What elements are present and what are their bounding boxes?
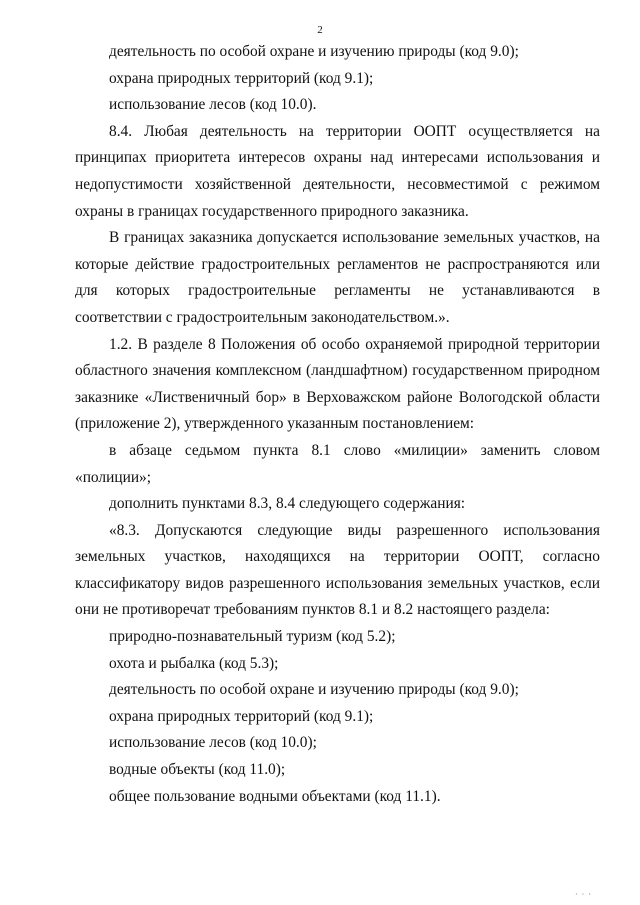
scan-mark: · · · (575, 890, 592, 899)
list-item-activity-9-0: деятельность по особой охране и изучению природы (код 9.0); (109, 681, 519, 699)
amendment-police: в абзаце седьмом пункта 8.1 слово «милиции» заменить словом «полиции»; (75, 441, 600, 486)
list-item-protection-9-1: охрана природных территорий (код 9.1); (109, 707, 374, 725)
paragraph-reserve-boundaries: В границах заказника допускается использование земельных участков, на которые действие градостроительных регламентов не распространяются или для которых градостроительные регламенты не устанавливаются в соответствии с градостроительным законодательством.». (75, 229, 600, 326)
list-item-water-use-11-1: общее пользование водными объектами (код 11.1). (109, 787, 441, 805)
clause-8-4: 8.4. Любая деятельность на территории ООПТ осуществляется на принципах приоритета интересов охраны над интересами использования и недопустимости хозяйственной деятельности, несовместимой с режимом охраны в границах государственного природного заказника. (75, 122, 600, 220)
list-item-forests-10-0: использование лесов (код 10.0). (109, 96, 317, 114)
list-item-activity-9-0: деятельность по особой охране и изучению природы (код 9.0); (109, 43, 519, 60)
document-body (75, 39, 600, 810)
list-item-water-11-0: водные объекты (код 11.0); (109, 761, 286, 779)
list-item-forests-10-0: использование лесов (код 10.0); (109, 734, 317, 752)
page-number: 2 (317, 24, 323, 36)
clause-8-3: «8.3. Допускаются следующие виды разрешенного использования земельных участков, находящихся на территории ООПТ, согласно классификатору видов разрешенного использования земельных участков, если они не противоречат требованиям пунктов 8.1 и 8.2 настоящего раздела: (75, 521, 600, 619)
list-item-protection-9-1: охрана природных территорий (код 9.1); (109, 69, 374, 87)
clause-1-2: 1.2. В разделе 8 Положения об особо охраняемой природной территории областного значения комплексном (ландшафтном) государственном природном заказнике «Лиственичный бор» в Верховажском районе Вологодской области (приложение 2), утвержденного указанным постановлением: (75, 335, 600, 433)
amendment-add-clauses: дополнить пунктами 8.3, 8.4 следующего содержания: (109, 495, 466, 513)
list-item-tourism-5-2: природно-познавательный туризм (код 5.2); (109, 628, 396, 646)
list-item-hunting-5-3: охота и рыбалка (код 5.3); (109, 654, 279, 672)
